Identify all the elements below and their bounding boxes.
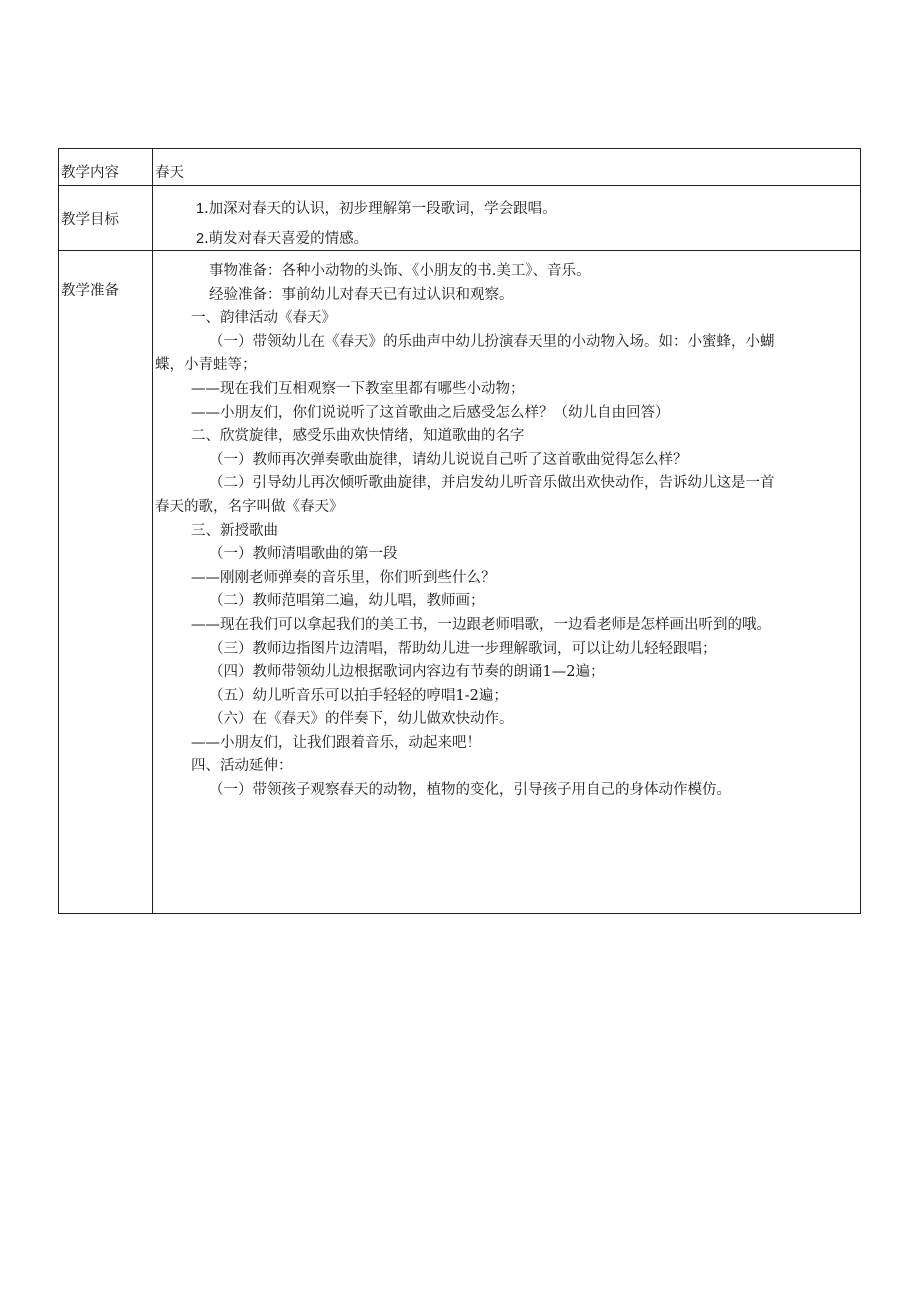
prep-line: （二）教师范唱第二遍，幼儿唱，教师画； xyxy=(209,593,485,610)
content-label: 教学内容 xyxy=(61,165,119,181)
prep-line: （一）教师再次弹奏歌曲旋律，请幼儿说说自己听了这首歌曲觉得怎么样？ xyxy=(209,451,688,468)
row-divider xyxy=(59,250,860,251)
prep-line: 春天的歌，名字叫做《春天》 xyxy=(155,498,344,515)
content-value: 春天 xyxy=(155,165,184,181)
prep-line: ——现在我们互相观察一下教室里都有哪些小动物； xyxy=(191,380,525,397)
prep-line: 经验准备：事前幼儿对春天已有过认识和观察。 xyxy=(209,286,514,303)
prep-line: （二）引导幼儿再次倾听歌曲旋律，并启发幼儿听音乐做出欢快动作，告诉幼儿这是一首 xyxy=(209,475,775,492)
prep-label: 教学准备 xyxy=(61,283,119,299)
prep-line: 一、韵律活动《春天》 xyxy=(191,310,336,327)
goal-item-1 xyxy=(196,199,557,219)
prep-line: （四）教师带领幼儿边根据歌词内容边有节奏的朗诵1—2遍； xyxy=(209,664,605,681)
prep-line: （六）在《春天》的伴奏下，幼儿做欢快动作。 xyxy=(209,711,514,728)
prep-line: （三）教师边指图片边清唱，帮助幼儿进一步理解歌词，可以让幼儿轻轻跟唱； xyxy=(209,640,717,657)
prep-line: 二、欣赏旋律，感受乐曲欢快情绪，知道歌曲的名字 xyxy=(191,428,525,445)
row-divider xyxy=(59,185,860,186)
goals-label: 教学目标 xyxy=(61,212,119,228)
prep-line: ——小朋友们，你们说说听了这首歌曲之后感受怎么样？（幼儿自由回答） xyxy=(191,404,670,421)
goal-item-2 xyxy=(196,229,368,249)
prep-line: 蝶，小青蛙等； xyxy=(155,357,257,374)
goal-number: 1 xyxy=(196,201,205,217)
prep-line: （一）带领孩子观察春天的动物，植物的变化，引导孩子用自己的身体动作模仿。 xyxy=(209,782,731,799)
prep-line: ——小朋友们，让我们跟着音乐，动起来吧！ xyxy=(191,734,481,751)
prep-line: 三、新授歌曲 xyxy=(191,522,278,539)
prep-line: ——刚刚老师弹奏的音乐里，你们听到些什么？ xyxy=(191,569,496,586)
goal-number: 2 xyxy=(196,231,205,247)
column-divider xyxy=(152,149,153,913)
prep-line: （五）幼儿听音乐可以拍手轻轻的哼唱1-2遍； xyxy=(209,687,508,704)
prep-line: （一）带领幼儿在《春天》的乐曲声中幼儿扮演春天里的小动物入场。如：小蜜蜂，小蝴 xyxy=(209,333,775,350)
prep-line: 四、活动延伸： xyxy=(191,758,293,775)
prep-content xyxy=(155,260,861,803)
goal-text: .萌发对春天喜爱的情感。 xyxy=(204,231,369,247)
prep-line: ——现在我们可以拿起我们的美工书，一边跟老师唱歌，一边看老师是怎样画出听到的哦。 xyxy=(191,616,771,633)
prep-line: 事物准备：各种小动物的头饰、《小朋友的书.美工》、音乐。 xyxy=(209,263,591,279)
lesson-plan-table xyxy=(58,148,861,914)
prep-line: （一）教师清唱歌曲的第一段 xyxy=(209,546,398,563)
goal-text: .加深对春天的认识，初步理解第一段歌词，学会跟唱。 xyxy=(204,201,557,217)
